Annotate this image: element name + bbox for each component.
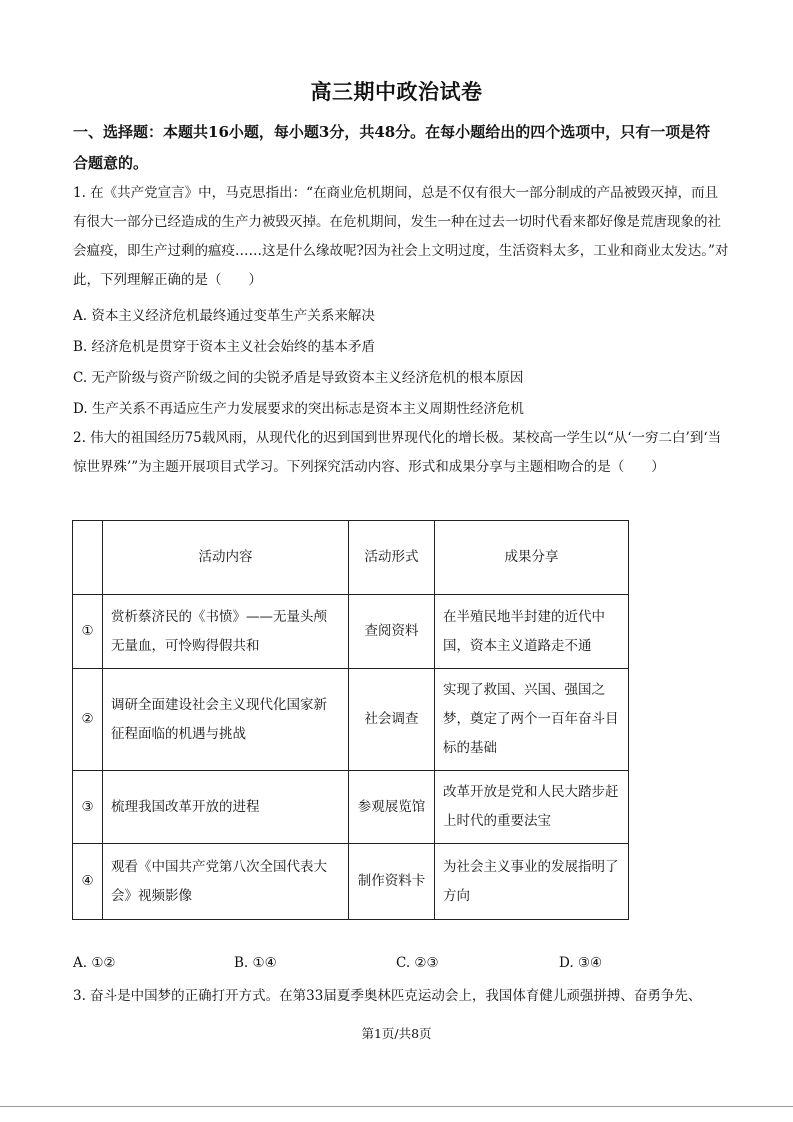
table-cell-result: 实现了救国、兴国、强国之梦，奠定了两个一百年奋斗目标的基础 <box>435 669 629 771</box>
table-header-row <box>73 521 629 595</box>
answer-option-b: B. ①④ <box>234 955 277 971</box>
table-cell-content: 观看《中国共产党第八次全国代表大会》视频影像 <box>103 844 349 920</box>
table-cell-number: ② <box>73 669 103 771</box>
question-1-option-d: D. 生产关系不再适应生产力发展要求的突出标志是资本主义周期性经济危机 <box>73 401 524 417</box>
table-row <box>73 844 629 920</box>
table-header-cell: 成果分享 <box>435 521 629 595</box>
answer-option-c: C. ②③ <box>396 955 439 971</box>
question-3-stem: 3. 奋斗是中国梦的正确打开方式。在第33届夏季奥林匹克运动会上，我国体育健儿顽强拼搏、奋勇争先、 <box>73 988 702 1004</box>
table-header-cell <box>73 521 103 595</box>
question-2-table <box>72 520 629 920</box>
table-cell-content: 调研全面建设社会主义现代化国家新征程面临的机遇与挑战 <box>103 669 349 771</box>
table-cell-form: 参观展览馆 <box>349 771 435 844</box>
table-cell-number: ① <box>73 595 103 669</box>
table-cell-result: 为社会主义事业的发展指明了方向 <box>435 844 629 920</box>
table-cell-form: 制作资料卡 <box>349 844 435 920</box>
answer-option-d: D. ③④ <box>559 955 603 971</box>
bottom-divider <box>0 1106 793 1107</box>
table-cell-result: 在半殖民地半封建的近代中国，资本主义道路走不通 <box>435 595 629 669</box>
table-cell-content: 赏析蔡济民的《书愤》——无量头颅无量血，可怜购得假共和 <box>103 595 349 669</box>
table-row <box>73 669 629 771</box>
table-header-cell: 活动形式 <box>349 521 435 595</box>
table-cell-result: 改革开放是党和人民大踏步赶上时代的重要法宝 <box>435 771 629 844</box>
question-2-stem: 2. 伟大的祖国经历75载风雨，从现代化的迟到国到世界现代化的增长极。某校高一学生以“从‘一穷二白’到‘当惊世界殊’”为主题开展项目式学习。下列探究活动内容、形式和成果分享与主题相吻合的是（ ） <box>73 430 722 475</box>
page-footer: 第1页/共8页 <box>361 1026 432 1041</box>
page-title: 高三期中政治试卷 <box>310 79 483 104</box>
section-heading: 一、选择题：本题共16小题，每小题3分，共48分。在每小题给出的四个选项中，只有一项是符合题意的。 <box>73 123 711 172</box>
table-cell-form: 查阅资料 <box>349 595 435 669</box>
table-cell-number: ④ <box>73 844 103 920</box>
table-row <box>73 595 629 669</box>
table-cell-content: 梳理我国改革开放的进程 <box>103 771 349 844</box>
question-1-stem: 1. 在《共产党宣言》中，马克思指出：“在商业危机期间，总是不仅有很大一部分制成的产品被毁灭掉，而且有很大一部分已经造成的生产力被毁灭掉。在危机期间，发生一种在过去一切时代看来都好像是荒唐现象的社会瘟疫，即生产过剩的瘟疫……这是什么缘故呢?因为社会上文明过度，生活资料太多，工业和商业太发达。”对此，下列理解正确的是（ ） <box>73 185 729 288</box>
question-1-option-a: A. 资本主义经济危机最终通过变革生产关系来解决 <box>73 308 375 324</box>
question-1-option-b: B. 经济危机是贯穿于资本主义社会始终的基本矛盾 <box>73 339 376 355</box>
answer-option-a: A. ①② <box>73 955 116 971</box>
table-cell-number: ③ <box>73 771 103 844</box>
table-cell-form: 社会调查 <box>349 669 435 771</box>
question-1-option-c: C. 无产阶级与资产阶级之间的尖锐矛盾是导致资本主义经济危机的根本原因 <box>73 370 524 386</box>
table-row <box>73 771 629 844</box>
table-header-cell: 活动内容 <box>103 521 349 595</box>
